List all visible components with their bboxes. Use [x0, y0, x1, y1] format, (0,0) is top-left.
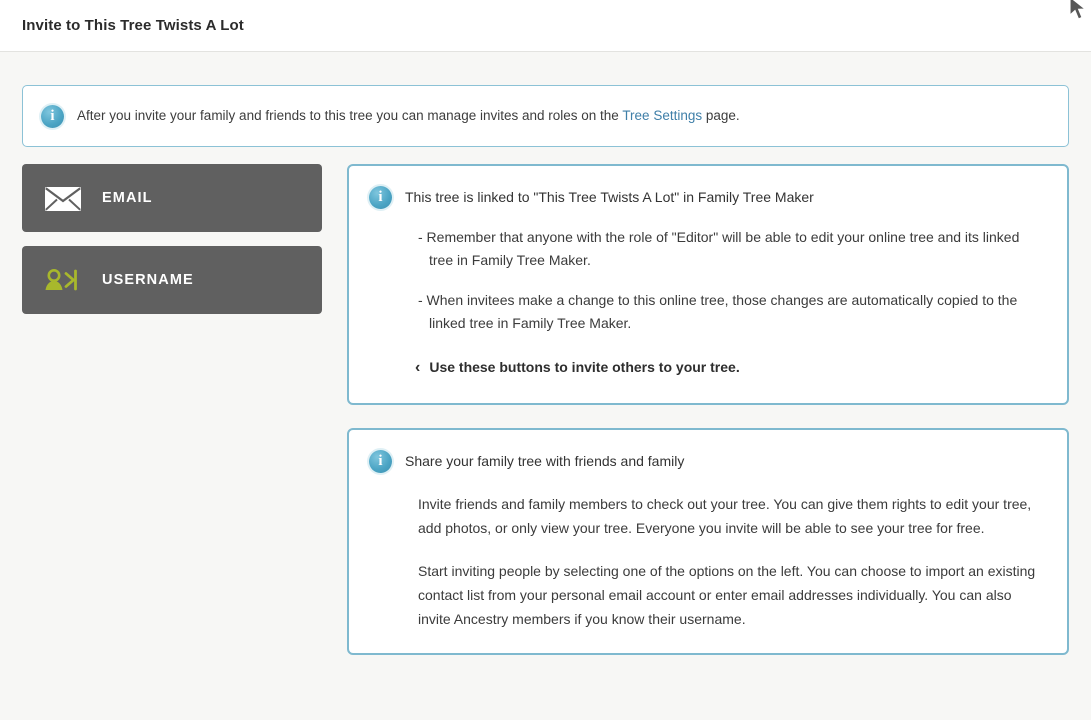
notice-text-before-link: After you invite your family and friends to this tree you can manage invites and roles on the [77, 108, 623, 124]
share-tree-heading: Share your family tree with friends and family [405, 452, 685, 469]
share-tree-paragraph-2: Start inviting people by selecting one of the options on the left. You can choose to import an existing contact list from your personal email account or enter email addresses individually. You can also invite Ancestry members if you know their username. [418, 563, 1036, 628]
linked-tree-heading: This tree is linked to "This Tree Twists A Lot" in Family Tree Maker [405, 189, 814, 205]
info-circle-icon: i [369, 186, 392, 209]
notice-text [77, 107, 740, 125]
chevron-left-icon: ‹ [415, 359, 421, 377]
linked-tree-bullet-2: - When invitees make a change to this online tree, those changes are automatically copied to the linked tree in Family Tree Maker. [418, 292, 1018, 332]
info-circle-icon: i [41, 105, 64, 128]
user-invite-icon [42, 265, 84, 295]
mouse-cursor-icon [1067, 0, 1089, 22]
invite-by-email-button[interactable] [22, 164, 322, 232]
window-title-bar [0, 0, 1091, 52]
page-body [0, 52, 1091, 720]
linked-tree-panel-header [369, 186, 1043, 209]
info-panels-column [347, 164, 1069, 678]
info-circle-icon: i [369, 450, 392, 473]
invite-by-email-label: EMAIL [102, 190, 153, 206]
invite-by-username-button[interactable] [22, 246, 322, 314]
invite-buttons-callout [415, 355, 1043, 381]
envelope-icon [42, 183, 84, 213]
tree-settings-link[interactable]: Tree Settings [622, 108, 703, 124]
share-tree-panel-header [369, 450, 1043, 473]
notice-text-after-link: page. [702, 108, 740, 124]
share-tree-paragraph-1: Invite friends and family members to check out your tree. You can give them rights to edit your tree, add photos, or only view your tree. Everyone you invite will be able to see your tree for free. [418, 495, 1032, 537]
page-title: Invite to This Tree Twists A Lot [22, 17, 244, 34]
invite-options-column [22, 164, 322, 328]
share-tree-panel [347, 428, 1069, 655]
invite-by-username-label: USERNAME [102, 272, 194, 288]
linked-tree-panel [347, 164, 1069, 405]
tree-settings-notice-banner [22, 85, 1069, 147]
linked-tree-bullet-1: - Remember that anyone with the role of "Editor" will be able to edit your online tree and its linked tree in Family Tree Maker. [418, 229, 1020, 269]
invite-buttons-callout-text: Use these buttons to invite others to your tree. [429, 359, 740, 376]
